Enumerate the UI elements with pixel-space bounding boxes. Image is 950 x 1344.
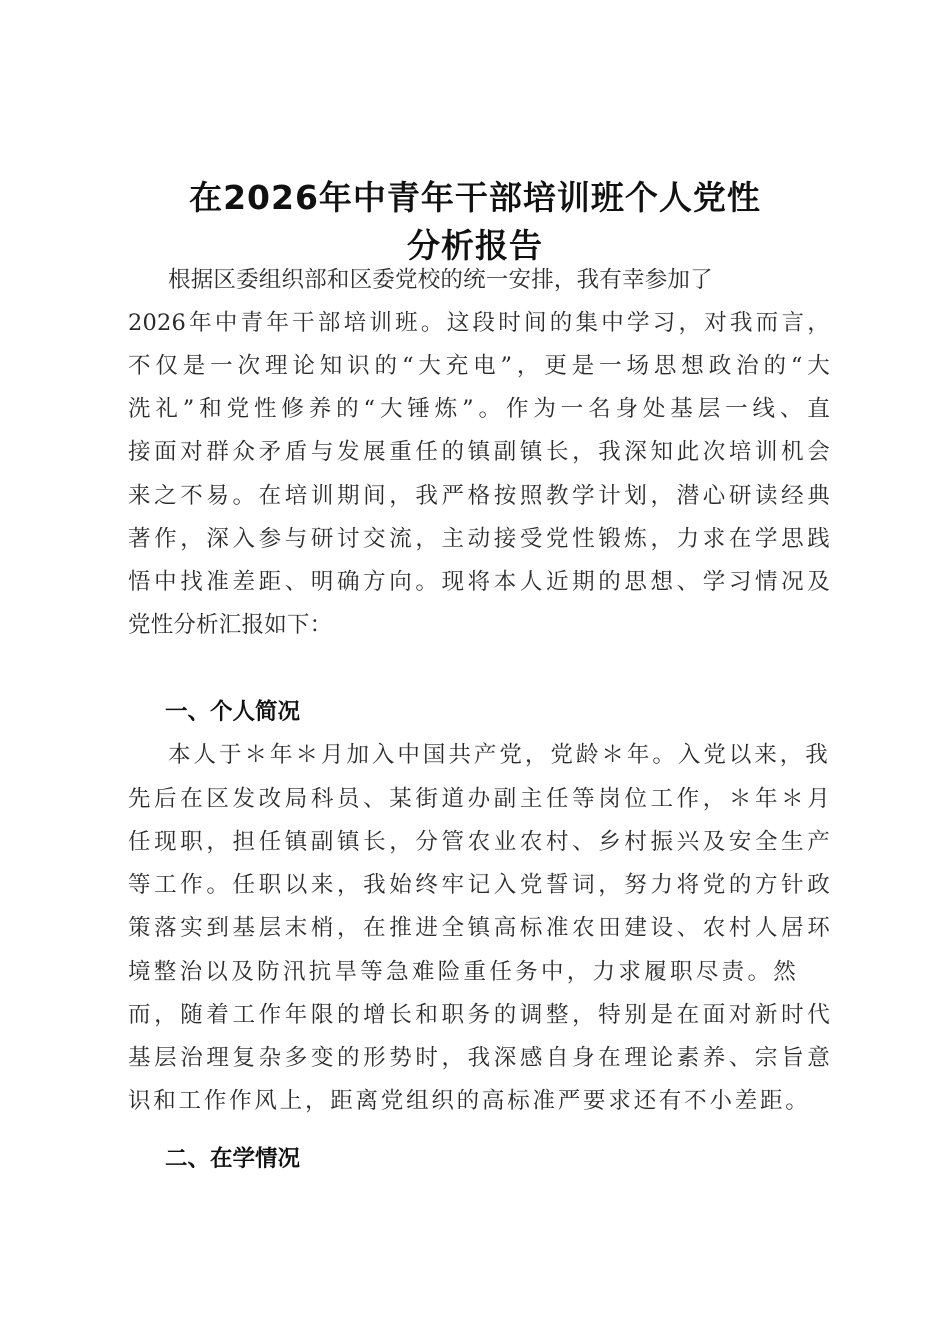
section1-paragraph-line: 基层治理复杂多变的形势时，我深感自身在理论素养、宗旨意 [128,1045,830,1071]
section1-paragraph-line: 先后在区发改局科员、某街道办副主任等岗位工作，＊年＊月 [128,786,830,812]
section1-paragraph-line: 策落实到基层末梢，在推进全镇高标准农田建设、农村人居环 [128,915,830,941]
intro-paragraph-line: 著作，深入参与研讨交流，主动接受党性锻炼，力求在学思践 [128,526,830,552]
section1-paragraph-line: 本人于＊年＊月加入中国共产党，党龄＊年。入党以来，我 [168,742,828,768]
document-title-line-2: 分析报告 [407,226,543,265]
section1-paragraph-line: 等工作。任职以来，我始终牢记入党誓词，努力将党的方针政 [128,872,830,898]
intro-paragraph-line: 悟中找准差距、明确方向。现将本人近期的思想、学习情况及 [128,569,830,595]
intro-paragraph-line: 接面对群众矛盾与发展重任的镇副镇长，我深知此次培训机会 [128,439,830,465]
document-title-line-1: 在2026年中青年干部培训班个人党性 [189,178,761,217]
section-heading-personal-profile: 一、个人简况 [165,699,301,725]
intro-paragraph-line: 洗礼”和党性修养的“大锤炼”。作为一名身处基层一线、直 [128,396,830,422]
intro-paragraph-line: 2026年中青年干部培训班。这段时间的集中学习，对我而言， [128,310,830,336]
section-heading-study-status: 二、在学情况 [165,1146,301,1172]
intro-paragraph-line: 根据区委组织部和区委党校的统一安排，我有幸参加了 [168,267,713,293]
section1-paragraph-line: 任现职，担任镇副镇长，分管农业农村、乡村振兴及安全生产 [128,829,830,855]
section1-paragraph-line: 识和工作作风上，距离党组织的高标准严要求还有不小差距。 [128,1088,808,1114]
intro-paragraph-line: 不仅是一次理论知识的“大充电”，更是一场思想政治的“大 [128,353,830,379]
section1-paragraph-line: 境整治以及防汛抗旱等急难险重任务中，力求履职尽责。然 [128,959,796,985]
intro-paragraph-line: 党性分析汇报如下： [128,612,333,638]
section1-paragraph-line: 而，随着工作年限的增长和职务的调整，特别是在面对新时代 [128,1002,830,1028]
intro-paragraph-line: 来之不易。在培训期间，我严格按照教学计划，潜心研读经典 [128,483,830,509]
